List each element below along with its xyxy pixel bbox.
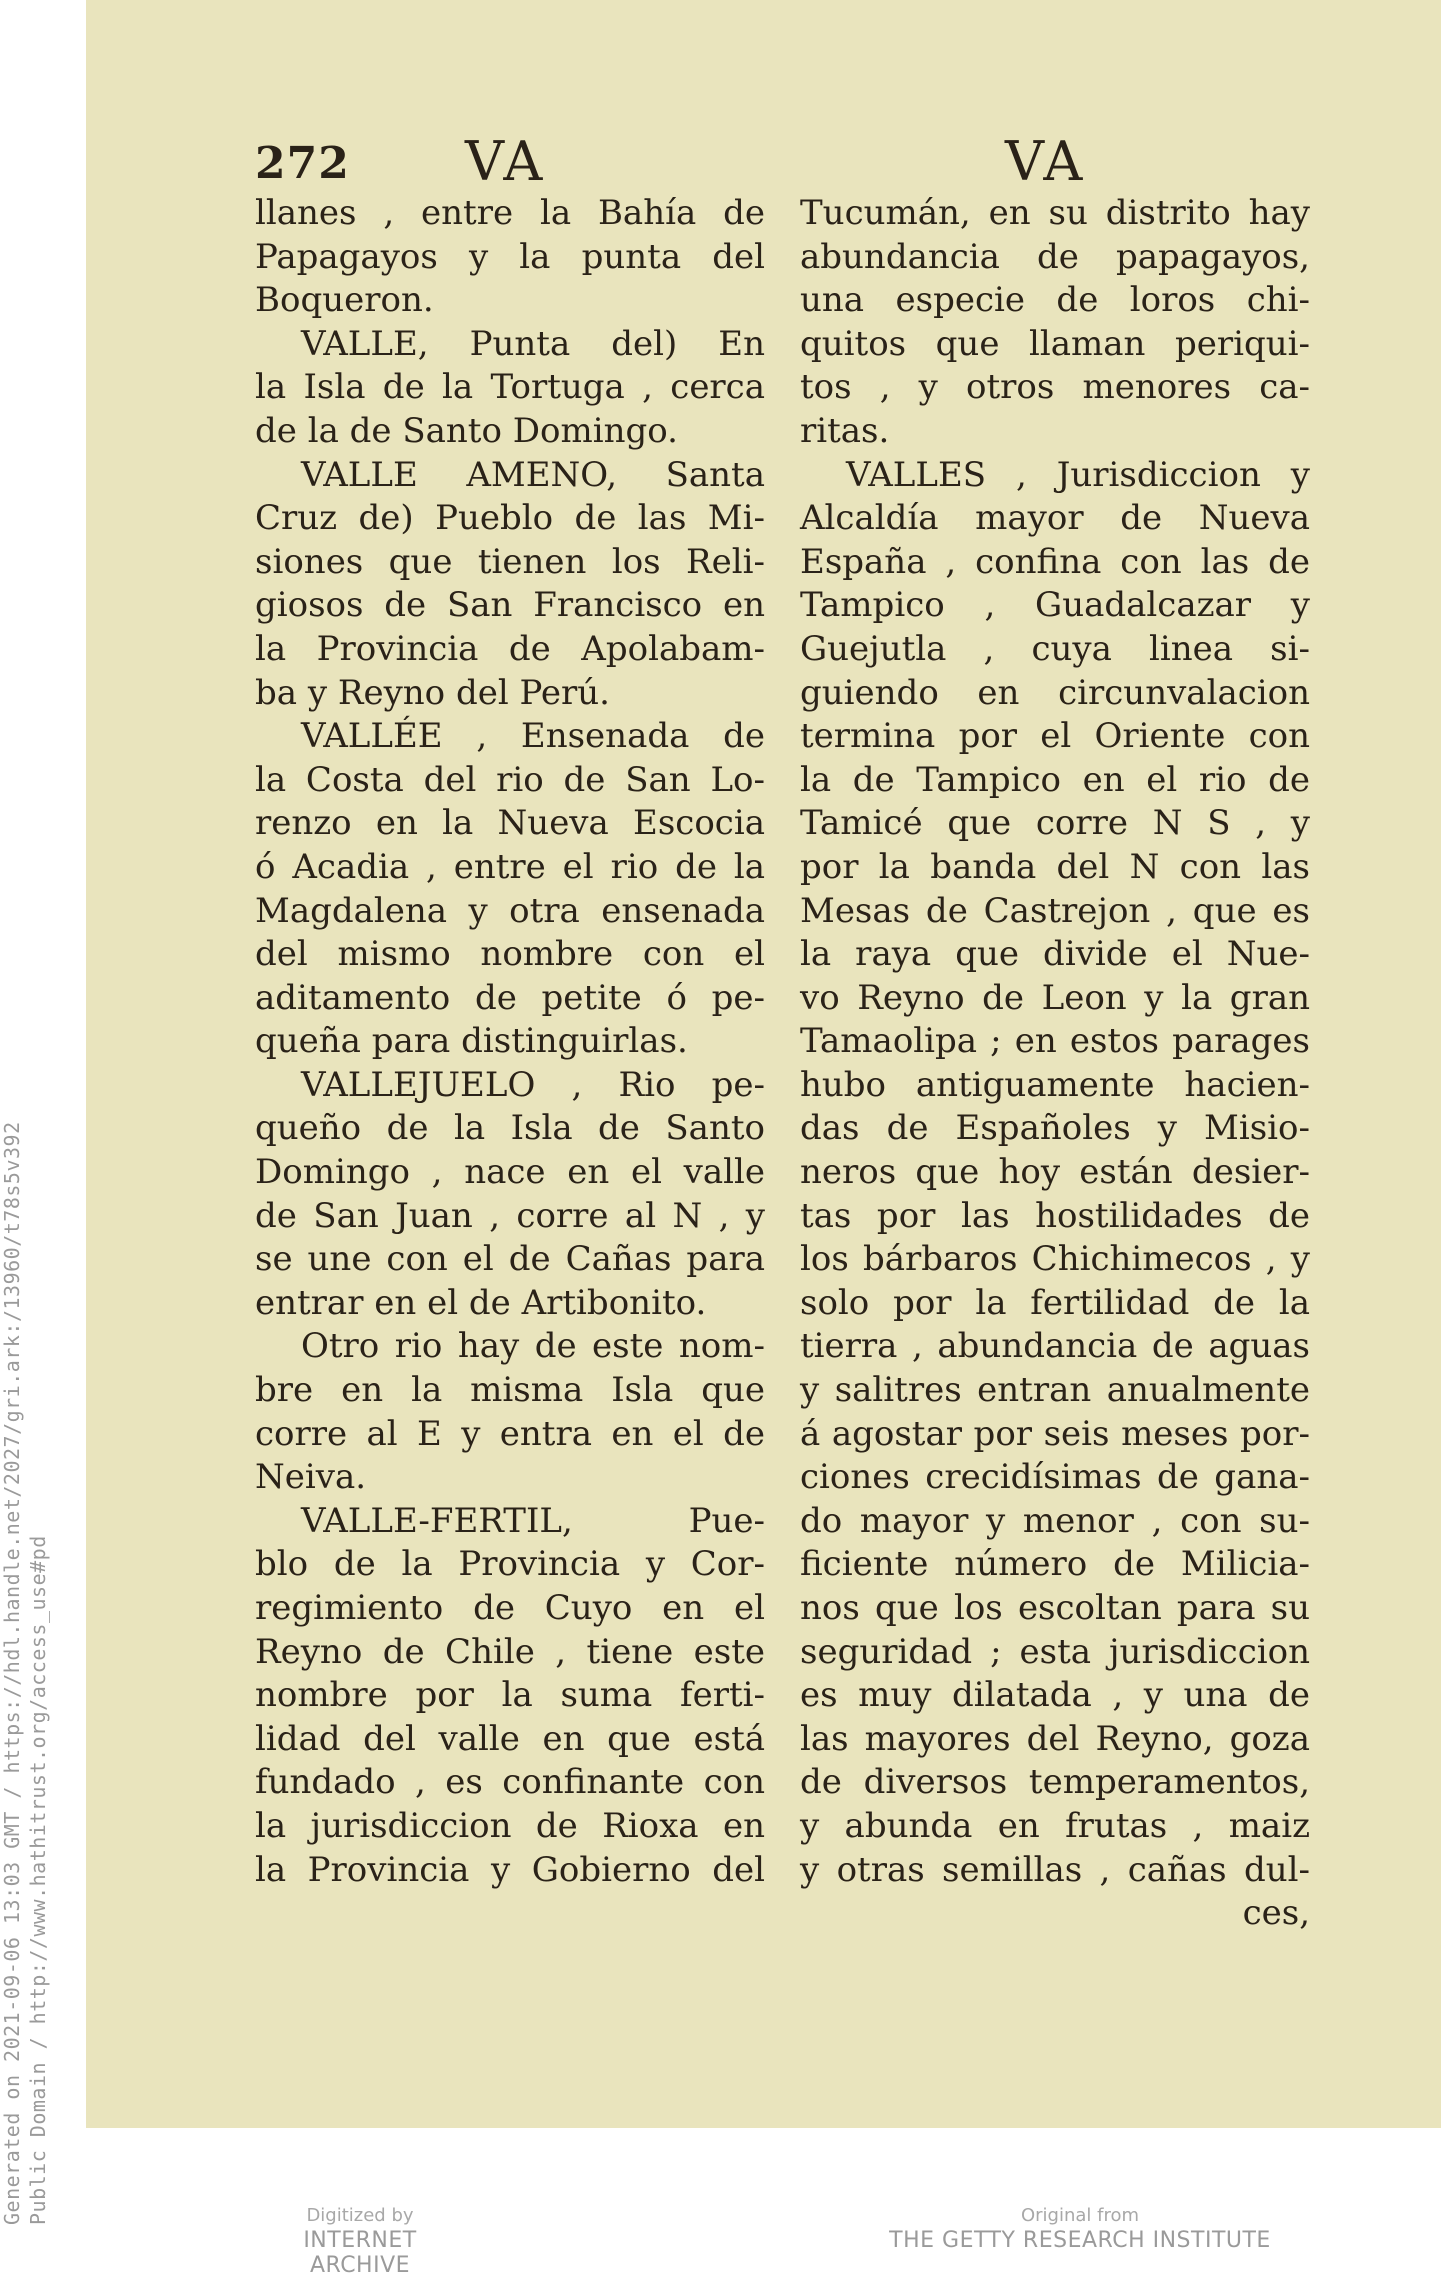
text-line: VALLEJUELO , Rio pe- [301,1064,765,1105]
text-line: y abunda en frutas , maiz [800,1805,1310,1846]
right-text-column [800,192,1310,1936]
text-line: nos que los escoltan para su [800,1588,1310,1628]
digitized-by-label: Digitized by [306,2205,414,2226]
digitized-by-credit [250,2205,470,2278]
text-line: la Provincia y Gobierno del [255,1849,765,1890]
text-line: seguridad ; esta jurisdiccion [800,1631,1310,1672]
text-line: ficiente número de Milicia- [800,1544,1310,1585]
text-line: por la banda del N con las [800,846,1310,887]
text-line: una especie de loros chi- [800,280,1310,321]
text-line: VALLE AMENO, Santa [301,454,765,495]
text-line: la raya que divide el Nue- [800,934,1310,975]
running-head-right: VA [1005,130,1086,193]
text-line: do mayor y menor , con su- [800,1500,1310,1541]
text-line: VALLE-FERTIL, Pue- [301,1500,765,1541]
text-line: Magdalena y otra ensenada [255,890,765,931]
text-line: ba y Reyno del Perú. [255,672,610,713]
text-line: llanes , entre la Bahía de [255,193,765,233]
text-line: ciones crecidísimas de gana- [800,1457,1310,1498]
text-line: giosos de San Francisco en [255,585,765,626]
text-line: ó Acadia , entre el rio de la [255,846,765,887]
internet-archive-label: INTERNET ARCHIVE [303,2228,417,2278]
text-line: VALLES , Jurisdiccion y [846,454,1310,495]
running-head-left: VA [465,130,546,193]
text-line: tos , y otros menores ca- [800,367,1310,408]
text-line: Alcaldía mayor de Nueva [800,498,1310,539]
text-line: Cruz de) Pueblo de las Mi- [255,498,765,539]
text-line: bre en la misma Isla que [255,1370,765,1411]
text-line: Tucumán, en su distrito hay [800,193,1310,233]
text-line: Otro rio hay de este nom- [301,1326,765,1367]
text-line: Domingo , nace en el valle [255,1152,765,1193]
text-line: tierra , abundancia de aguas [800,1326,1310,1367]
watermark-line-public-domain: Public Domain / http://www.hathitrust.org/access_use#pd [26,1535,50,2225]
text-line: los bárbaros Chichimecos , y [800,1239,1310,1280]
text-line: Tamicé que corre N S , y [800,803,1310,844]
text-line: solo por la fertilidad de la [800,1282,1310,1323]
text-line: blo de la Provincia y Cor- [255,1544,765,1585]
text-line: de San Juan , corre al N , y [255,1195,765,1236]
text-line: hubo antiguamente hacien- [800,1064,1310,1105]
left-text-column [255,192,765,1892]
text-line: ces, [1242,1893,1310,1934]
text-line: lidad del valle en que está [255,1718,765,1759]
text-line: abundancia de papagayos, [800,236,1310,277]
text-line: Reyno de Chile , tiene este [255,1631,765,1672]
text-line: nombre por la suma ferti- [255,1675,765,1716]
getty-institute-label: THE GETTY RESEARCH INSTITUTE [889,2228,1271,2253]
text-line: Mesas de Castrejon , que es [800,890,1310,931]
text-line: neros que hoy están desier- [800,1152,1310,1193]
text-line: Guejutla , cuya linea si- [800,628,1310,669]
text-line: la Isla de la Tortuga , cerca [255,367,765,408]
text-line: aditamento de petite ó pe- [255,977,765,1018]
original-from-credit [880,2205,1280,2253]
text-line: España , confina con las de [800,541,1310,582]
text-line: corre al E y entra en el de [255,1413,765,1454]
text-line: tas por las hostilidades de [800,1195,1310,1236]
text-line: Boqueron. [255,280,434,321]
text-line: termina por el Oriente con [800,716,1310,757]
text-line: renzo en la Nueva Escocia [255,803,765,844]
text-line: VALLE, Punta del) En [301,323,765,364]
watermark-line-generated: Generated on 2021-09-06 13:03 GMT / https://hdl.handle.net/2027/gri.ark:/13960/t78s5v392 [0,1121,24,2225]
text-line: y salitres entran anualmente [800,1370,1310,1411]
text-line: siones que tienen los Reli- [255,541,765,582]
text-line: Tamaolipa ; en estos parages [800,1021,1310,1062]
text-line: queña para distinguirlas. [255,1021,688,1062]
original-from-label: Original from [1020,2205,1140,2226]
text-line: de diversos temperamentos, [800,1762,1310,1803]
text-line: la Costa del rio de San Lo- [255,759,765,800]
text-line: las mayores del Reyno, goza [800,1718,1310,1759]
hathitrust-watermark [0,0,60,2255]
text-line: del mismo nombre con el [255,934,765,975]
text-line: es muy dilatada , y una de [800,1675,1310,1716]
page-header [255,130,1315,200]
text-line: se une con el de Cañas para [255,1239,765,1280]
text-line: la de Tampico en el rio de [800,759,1310,800]
text-line: queño de la Isla de Santo [255,1108,765,1149]
page-footer [0,2205,1441,2278]
text-line: Neiva. [255,1457,367,1498]
text-line: fundado , es confinante con [255,1762,765,1803]
text-line: vo Reyno de Leon y la gran [800,977,1310,1018]
text-line: quitos que llaman periqui- [800,323,1310,364]
text-line: das de Españoles y Misio- [800,1108,1310,1149]
text-line: la jurisdiccion de Rioxa en [255,1805,765,1846]
text-line: ritas. [800,410,890,451]
text-line: la Provincia de Apolabam- [255,628,765,669]
page-number: 272 [255,138,350,189]
text-line: Papagayos y la punta del [255,236,765,277]
text-line: entrar en el de Artibonito. [255,1282,707,1323]
text-line: de la de Santo Domingo. [255,410,678,451]
text-line: y otras semillas , cañas dul- [800,1849,1310,1890]
text-line: VALLÉE , Ensenada de [301,716,765,757]
text-line: guiendo en circunvalacion [800,672,1310,713]
text-line: regimiento de Cuyo en el [255,1588,765,1628]
text-line: Tampico , Guadalcazar y [800,585,1310,626]
text-line: á agostar por seis meses por- [800,1413,1310,1454]
